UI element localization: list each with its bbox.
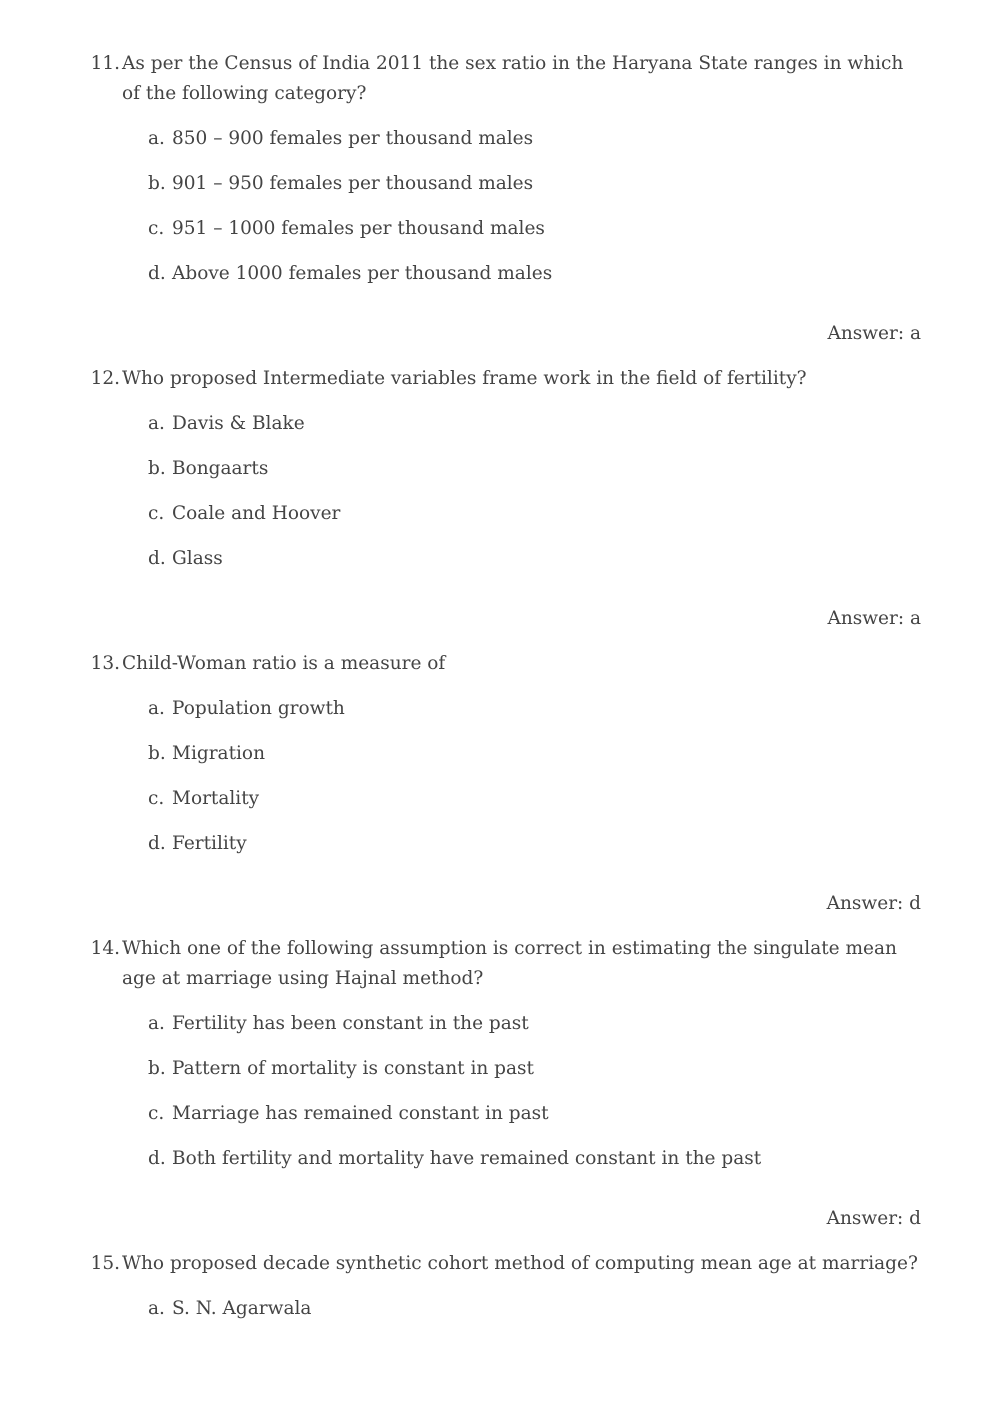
- option-letter: b.: [148, 458, 166, 479]
- option-letter: d.: [148, 548, 166, 569]
- option-text: Marriage has remained constant in past: [172, 1103, 549, 1124]
- option-letter: a.: [148, 413, 165, 434]
- option-letter: d.: [148, 263, 166, 284]
- option-13b: [148, 739, 908, 769]
- option-letter: a.: [148, 1298, 165, 1319]
- option-12c: [148, 499, 908, 529]
- question-text: As per the Census of India 2011 the sex ratio in the Haryana State ranges in which of the following category?: [122, 53, 904, 104]
- option-text: Migration: [172, 743, 265, 764]
- option-letter: c.: [148, 1103, 165, 1124]
- option-letter: a.: [148, 1013, 165, 1034]
- question-text: Child-Woman ratio is a measure of: [122, 653, 446, 674]
- option-11c: [148, 214, 908, 244]
- question-number: 14.: [90, 938, 120, 959]
- option-15a: [148, 1294, 908, 1324]
- option-14a: [148, 1009, 908, 1039]
- option-letter: b.: [148, 173, 166, 194]
- option-letter: a.: [148, 128, 165, 149]
- option-12a: [148, 409, 908, 439]
- option-text: Glass: [172, 548, 223, 569]
- option-11d: [148, 259, 908, 289]
- answer-11: Answer: a: [827, 323, 921, 344]
- option-text: Both fertility and mortality have remained constant in the past: [172, 1148, 762, 1169]
- option-text: Fertility has been constant in the past: [172, 1013, 529, 1034]
- answer-13: Answer: d: [826, 893, 921, 914]
- question-number: 11.: [90, 53, 120, 74]
- option-13c: [148, 784, 908, 814]
- option-text: Davis & Blake: [172, 413, 305, 434]
- option-letter: a.: [148, 698, 165, 719]
- question-text: Who proposed decade synthetic cohort method of computing mean age at marriage?: [122, 1253, 918, 1274]
- option-letter: c.: [148, 503, 165, 524]
- option-text: Fertility: [172, 833, 247, 854]
- option-text: Mortality: [172, 788, 260, 809]
- option-letter: d.: [148, 1148, 166, 1169]
- option-text: Coale and Hoover: [172, 503, 341, 524]
- option-text: 901 – 950 females per thousand males: [172, 173, 534, 194]
- option-13a: [148, 694, 908, 724]
- option-letter: b.: [148, 743, 166, 764]
- question-text: Who proposed Intermediate variables frame work in the field of fertility?: [122, 368, 807, 389]
- option-text: Bongaarts: [172, 458, 269, 479]
- answer-14: Answer: d: [826, 1208, 921, 1229]
- question-number: 13.: [90, 653, 120, 674]
- option-text: 951 – 1000 females per thousand males: [172, 218, 545, 239]
- option-text: S. N. Agarwala: [172, 1298, 312, 1319]
- option-letter: b.: [148, 1058, 166, 1079]
- option-text: Pattern of mortality is constant in past: [172, 1058, 534, 1079]
- option-12b: [148, 454, 908, 484]
- question-text: Which one of the following assumption is correct in estimating the singulate mean age at marriage using Hajnal method?: [122, 938, 897, 989]
- option-text: Population growth: [172, 698, 345, 719]
- option-text: Above 1000 females per thousand males: [172, 263, 553, 284]
- question-number: 12.: [90, 368, 120, 389]
- option-letter: c.: [148, 788, 165, 809]
- option-text: 850 – 900 females per thousand males: [172, 128, 534, 149]
- option-11a: [148, 124, 908, 154]
- option-12d: [148, 544, 908, 574]
- answer-12: Answer: a: [827, 608, 921, 629]
- option-letter: d.: [148, 833, 166, 854]
- option-letter: c.: [148, 218, 165, 239]
- option-13d: [148, 829, 908, 859]
- option-14d: [148, 1144, 908, 1174]
- option-14b: [148, 1054, 908, 1084]
- option-14c: [148, 1099, 908, 1129]
- question-number: 15.: [90, 1253, 120, 1274]
- option-11b: [148, 169, 908, 199]
